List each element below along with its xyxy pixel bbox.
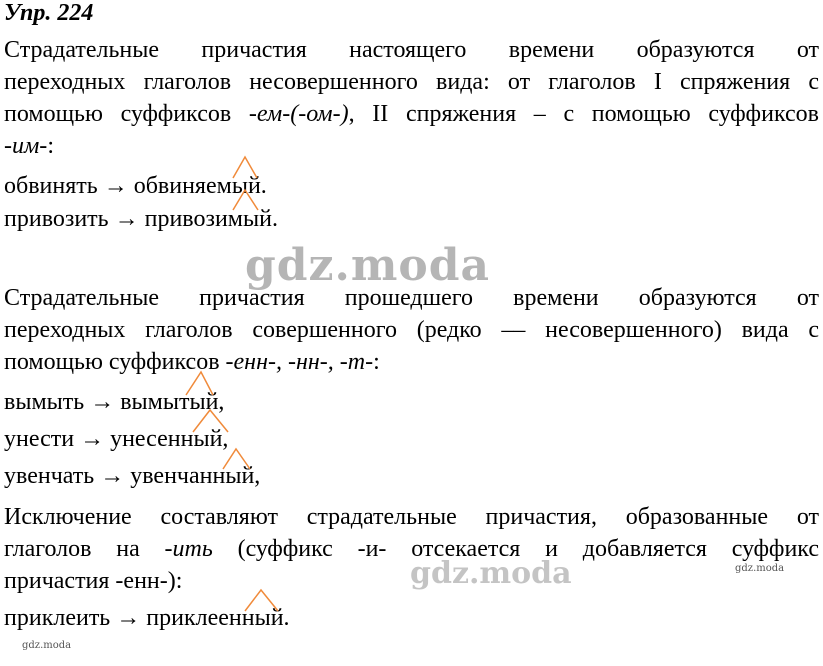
exercise-title: Упр. 224 (4, 0, 94, 26)
suffix-im: -им- (4, 133, 48, 159)
p3-line-2-rest: (суффикс -и- отсекается и добавляется суффикс (212, 536, 819, 562)
suffix-it: -ить (164, 536, 213, 562)
p1-line-4-colon: : (47, 133, 54, 159)
suffix-enn-nn-t: -енн-, -нн-, -т- (225, 349, 374, 375)
suffix-mark-vymytyy (186, 372, 213, 395)
p3-line-2-text: глаголов на (4, 536, 165, 562)
p1-line-1: Страдательные причастия настоящего времени образуются от (4, 37, 819, 63)
p1-line-3-text: помощью суффиксов (4, 101, 249, 127)
example-vymyt: вымыть → вымытый, (4, 389, 225, 415)
suffix-mark-uvenchannyy (223, 449, 250, 469)
suffix-mark-prikleennyy (245, 590, 278, 611)
example-uvenchat: увенчать → увенчанный, (4, 463, 261, 489)
suffix-mark-unesennyy (193, 410, 228, 432)
p3-line-3: причастия -енн-): (4, 568, 183, 594)
p2-line-2: переходных глаголов совершенного (редко –– несовершенного) вида с (4, 317, 819, 343)
p2-line-3-text: помощью суффиксов (4, 349, 226, 375)
example-privozit: привозить → привозимый. (4, 206, 278, 232)
p2-line-3-colon: : (373, 349, 380, 375)
suffix-em-om: -ем-(-ом-) (248, 101, 349, 127)
suffix-mark-obvinyaemyy (233, 157, 257, 178)
p1-line-3-rest: , II спряжения – с помощью суффиксов (348, 101, 819, 127)
example-unesti: унести → унесенный, (4, 426, 229, 452)
watermark-large: gdz.moda (245, 240, 491, 291)
watermark-small-left: gdz.moda (22, 640, 72, 651)
p2-line-1: Страдательные причастия прошедшего времени образуются от (4, 285, 819, 311)
example-prikleit: приклеить → приклеенный. (4, 605, 290, 631)
suffix-mark-privozimyy (233, 190, 258, 210)
p1-line-2: переходных глаголов несовершенного вида: от глаголов I спряжения с (4, 69, 819, 95)
p3-line-1: Исключение составляют страдательные причастия, образованные от (4, 504, 819, 530)
watermark-small-right: gdz.moda (735, 563, 785, 574)
example-obvinyat: обвинять → обвиняемый. (4, 173, 267, 199)
watermark-medium: gdz.moda (410, 556, 572, 591)
